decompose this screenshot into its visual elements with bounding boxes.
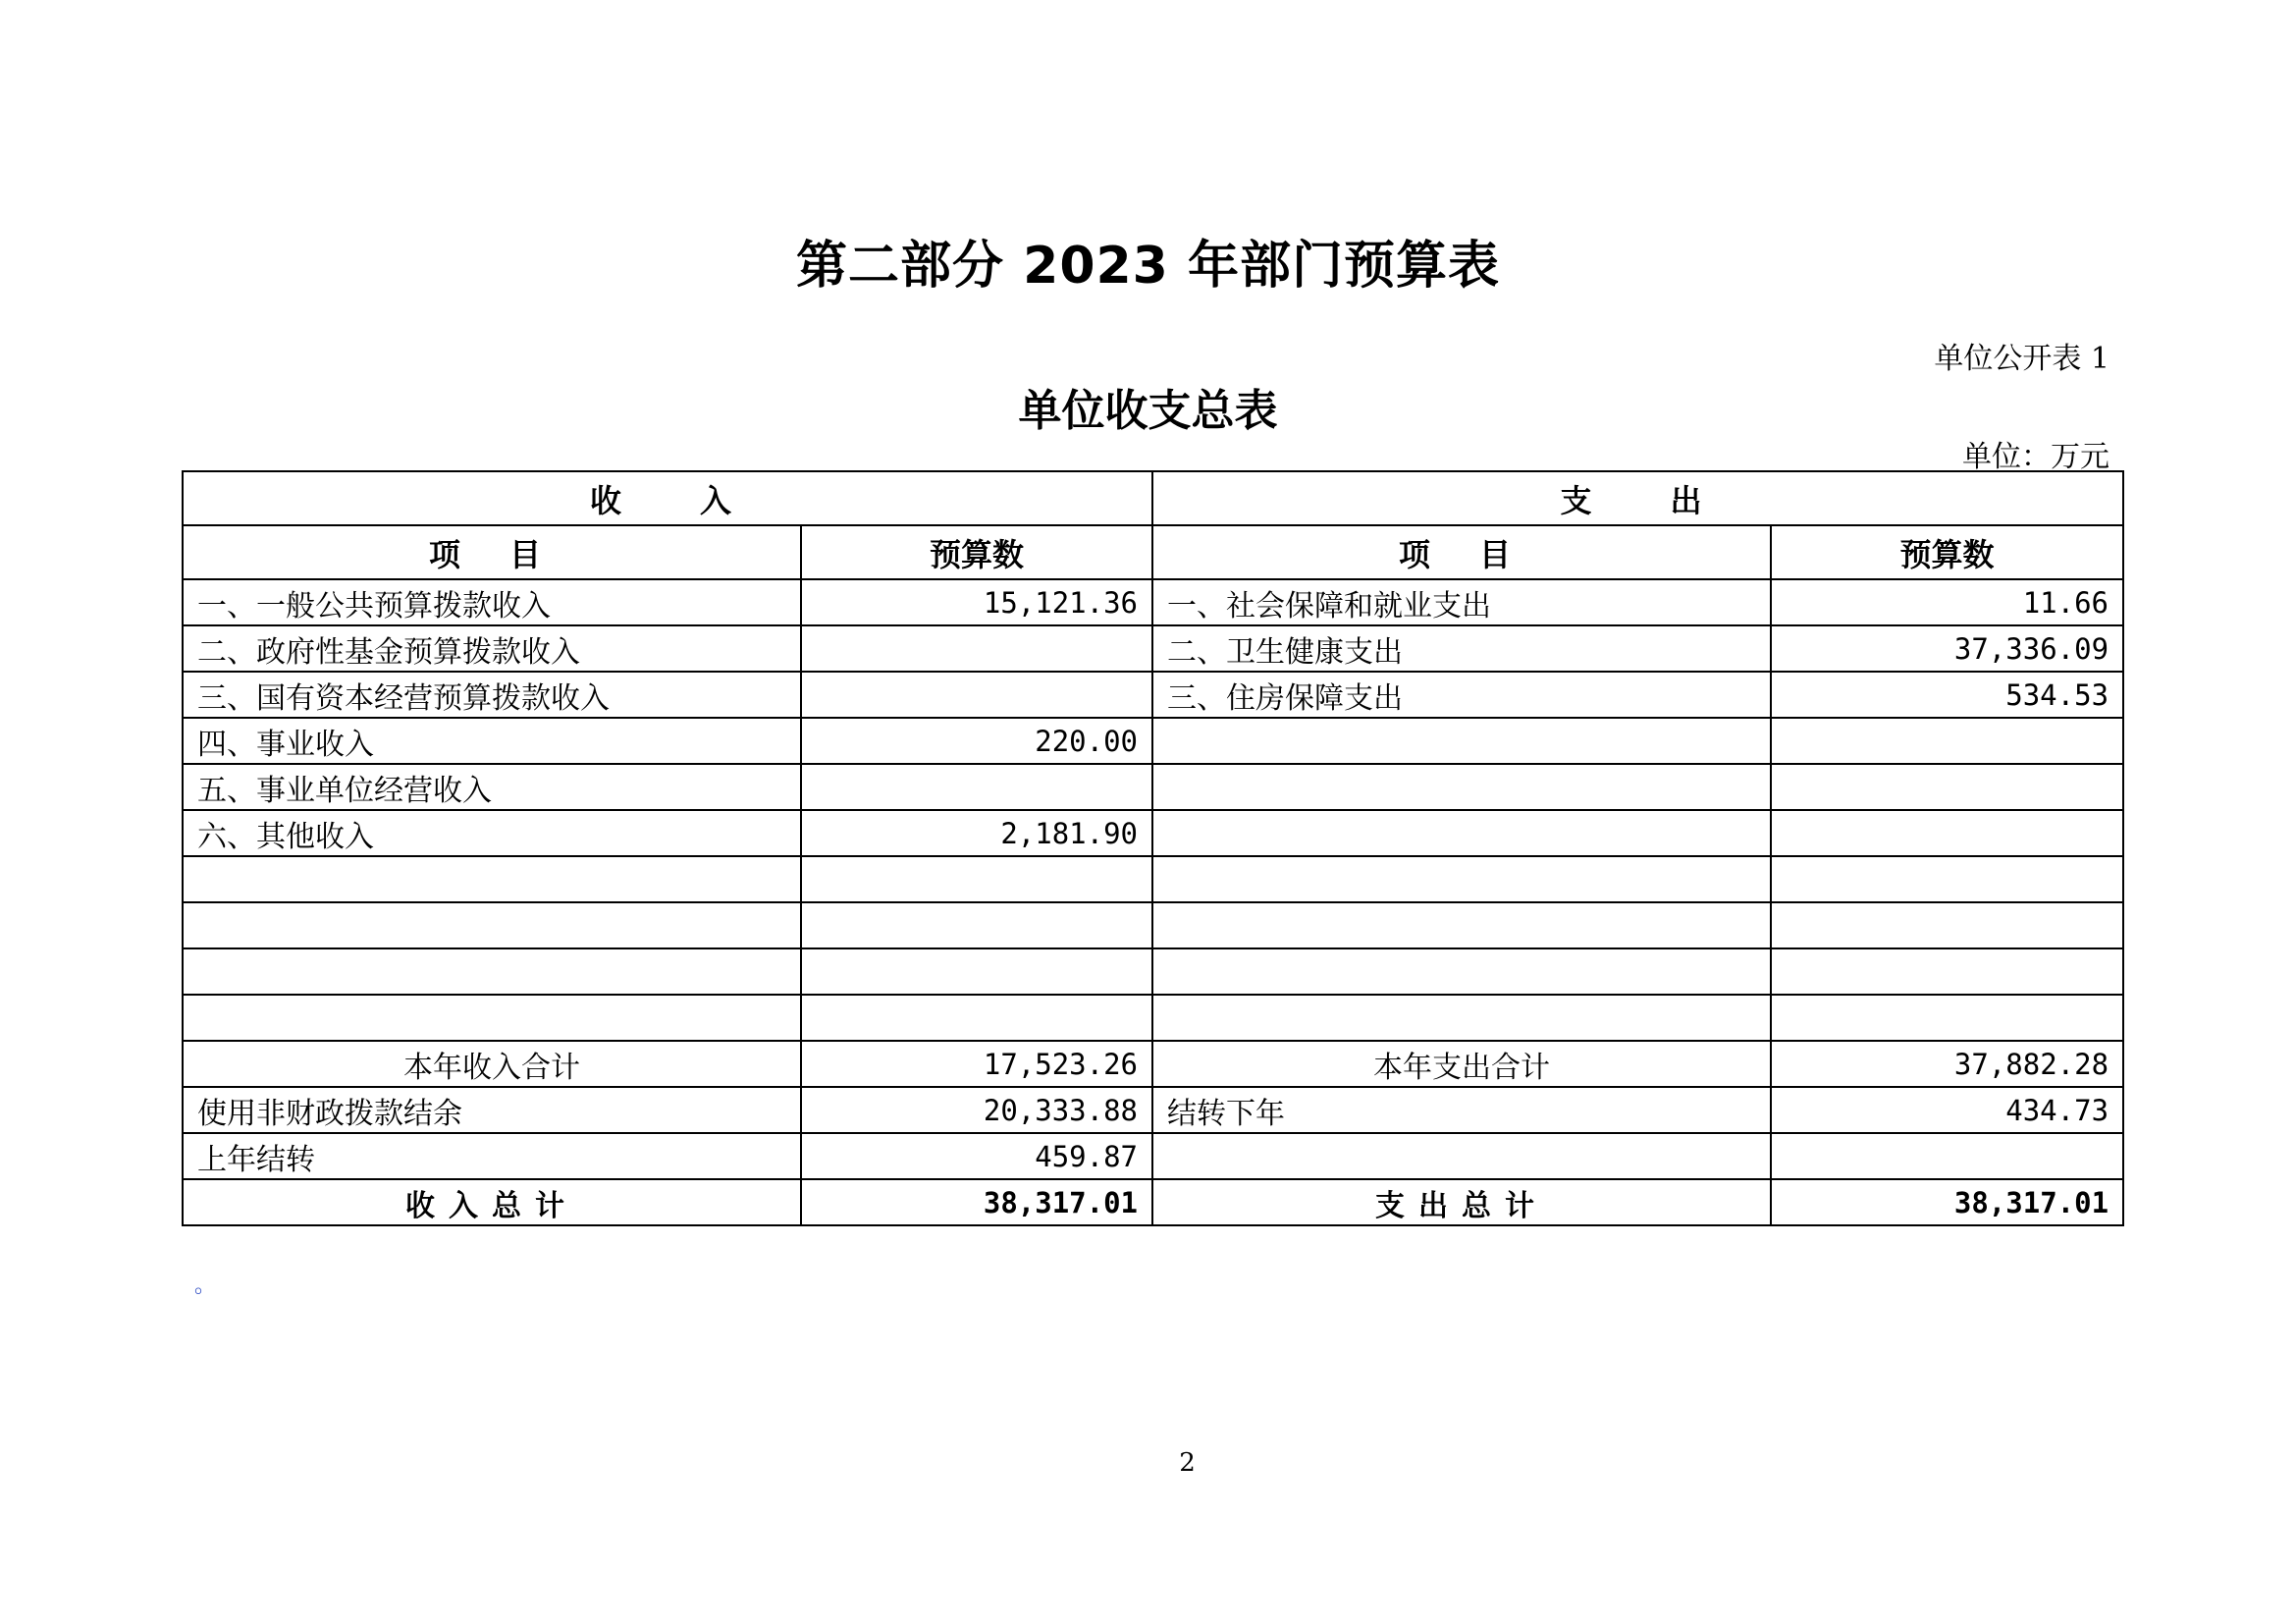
income-subtotal-value: 17,523.26: [801, 1041, 1152, 1087]
income-value-cell: [801, 902, 1152, 948]
expense-budget-header: 预算数: [1771, 525, 2123, 579]
income-value-cell: 2,181.90: [801, 810, 1152, 856]
table-title: 单位收支总表: [1018, 386, 1278, 436]
column-header-row: [183, 525, 2123, 579]
expense-value-cell: [1771, 1133, 2123, 1179]
table-row: [183, 810, 2123, 856]
income-total-value: 38,317.01: [801, 1179, 1152, 1225]
income-value-cell: 459.87: [801, 1133, 1152, 1179]
expense-item-cell: [1152, 902, 1771, 948]
income-value-cell: [801, 625, 1152, 672]
table-row: [183, 764, 2123, 810]
expense-item-cell: [1152, 948, 1771, 995]
expense-value-cell: [1771, 995, 2123, 1041]
subtotal-row: [183, 1041, 2123, 1087]
income-item-cell: 三、国有资本经营预算拨款收入: [183, 672, 801, 718]
expense-group-header: 支出: [1152, 471, 2123, 525]
income-item-cell: [183, 902, 801, 948]
income-value-cell: 15,121.36: [801, 579, 1152, 625]
income-value-cell: [801, 764, 1152, 810]
footnote-mark: 。: [194, 1273, 217, 1298]
table-row: [183, 625, 2123, 672]
total-row: [183, 1179, 2123, 1225]
income-item-cell: [183, 995, 801, 1041]
expense-value-cell: [1771, 764, 2123, 810]
income-group-header: 收入: [183, 471, 1152, 525]
income-total-label: 收入总计: [183, 1179, 801, 1225]
table-row: [183, 995, 2123, 1041]
table-row: [183, 579, 2123, 625]
table-row: [183, 718, 2123, 764]
income-value-cell: [801, 995, 1152, 1041]
table-code: 单位公开表 1: [1934, 342, 2109, 376]
income-item-cell: [183, 856, 801, 902]
income-item-cell: 四、事业收入: [183, 718, 801, 764]
income-value-cell: 220.00: [801, 718, 1152, 764]
expense-item-cell: 一、社会保障和就业支出: [1152, 579, 1771, 625]
income-item-cell: 二、政府性基金预算拨款收入: [183, 625, 801, 672]
income-item-header: 项目: [183, 525, 801, 579]
income-value-cell: [801, 948, 1152, 995]
expense-item-header: 项目: [1152, 525, 1771, 579]
income-item-cell: 五、事业单位经营收入: [183, 764, 801, 810]
income-value-cell: 20,333.88: [801, 1087, 1152, 1133]
expense-total-value: 38,317.01: [1771, 1179, 2123, 1225]
expense-value-cell: [1771, 902, 2123, 948]
table-row: [183, 948, 2123, 995]
expense-value-cell: [1771, 856, 2123, 902]
table-row: [183, 672, 2123, 718]
table-row: [183, 856, 2123, 902]
income-value-cell: [801, 672, 1152, 718]
table-row: [183, 1133, 2123, 1179]
unit-label: 单位：万元: [1962, 440, 2109, 474]
expense-value-cell: 434.73: [1771, 1087, 2123, 1133]
expense-item-cell: 二、卫生健康支出: [1152, 625, 1771, 672]
group-header-row: [183, 471, 2123, 525]
expense-item-cell: [1152, 856, 1771, 902]
expense-item-cell: 三、住房保障支出: [1152, 672, 1771, 718]
expense-item-cell: [1152, 1133, 1771, 1179]
expense-item-cell: [1152, 810, 1771, 856]
income-subtotal-label: 本年收入合计: [183, 1041, 801, 1087]
expense-subtotal-label: 本年支出合计: [1152, 1041, 1771, 1087]
expense-item-cell: [1152, 995, 1771, 1041]
income-budget-header: 预算数: [801, 525, 1152, 579]
expense-total-label: 支出总计: [1152, 1179, 1771, 1225]
page-title: 第二部分 2023 年部门预算表: [796, 237, 1500, 296]
expense-value-cell: [1771, 948, 2123, 995]
expense-value-cell: 37,336.09: [1771, 625, 2123, 672]
expense-value-cell: 534.53: [1771, 672, 2123, 718]
expense-item-cell: [1152, 718, 1771, 764]
page-number: 2: [1179, 1448, 1196, 1478]
expense-value-cell: 11.66: [1771, 579, 2123, 625]
expense-item-cell: 结转下年: [1152, 1087, 1771, 1133]
income-item-cell: 上年结转: [183, 1133, 801, 1179]
income-item-cell: 使用非财政拨款结余: [183, 1087, 801, 1133]
table-row: [183, 1087, 2123, 1133]
expense-item-cell: [1152, 764, 1771, 810]
expense-value-cell: [1771, 810, 2123, 856]
income-value-cell: [801, 856, 1152, 902]
income-item-cell: 一、一般公共预算拨款收入: [183, 579, 801, 625]
income-item-cell: [183, 948, 801, 995]
budget-summary-table: [182, 470, 2124, 1226]
income-item-cell: 六、其他收入: [183, 810, 801, 856]
expense-value-cell: [1771, 718, 2123, 764]
expense-subtotal-value: 37,882.28: [1771, 1041, 2123, 1087]
table-row: [183, 902, 2123, 948]
